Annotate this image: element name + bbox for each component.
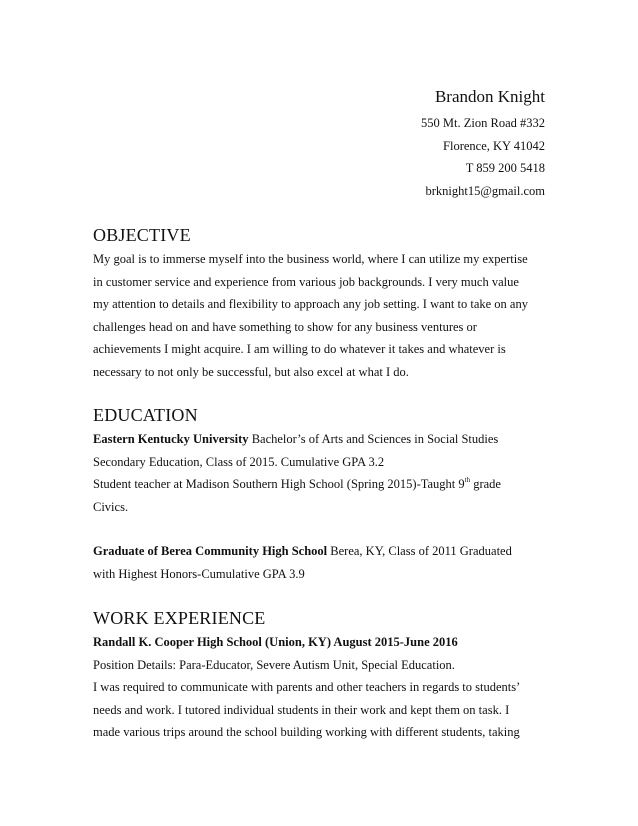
education-heading: EDUCATION bbox=[93, 405, 198, 425]
honors-text: with Highest Honors-Cumulative GPA 3.9 bbox=[93, 566, 305, 581]
job-heading: Randall K. Cooper High School (Union, KY) August 2015-June 2016 bbox=[93, 635, 458, 649]
job-entry bbox=[93, 631, 549, 744]
applicant-name: Brandon Knight bbox=[434, 87, 545, 106]
objective-heading: OBJECTIVE bbox=[93, 225, 191, 245]
objective-line: achievements I might acquire. I am willing to do whatever it takes and whatever is bbox=[93, 342, 506, 357]
school-name: Graduate of Berea Community High School bbox=[93, 544, 328, 559]
subject-text: Civics. bbox=[93, 499, 129, 514]
job-description-line: made various trips around the school building working with different students, taking bbox=[93, 725, 520, 740]
job-description-line: I was required to communicate with parents and other teachers in regards to students’ bbox=[93, 680, 521, 695]
education-entry-berea bbox=[93, 540, 549, 585]
job-description-line: needs and work. I tutored individual students in their work and kept them on task. I bbox=[93, 702, 510, 717]
ordinal-suffix: th bbox=[464, 476, 471, 485]
objective-line: in customer service and experience from various job backgrounds. I very much value bbox=[93, 274, 519, 289]
degree-text: Bachelor’s of Arts and Sciences in Social Studies bbox=[248, 432, 499, 446]
objective-line: challenges head on and have something to show for any business ventures or bbox=[93, 319, 477, 334]
email-address: brknight15@gmail.com bbox=[425, 183, 545, 198]
objective-section bbox=[93, 224, 549, 384]
grade-text: grade bbox=[470, 477, 501, 492]
education-entry-eku bbox=[93, 428, 549, 518]
education-section bbox=[93, 404, 549, 586]
contact-header bbox=[421, 86, 545, 202]
position-details: Position Details: Para-Educator, Severe Autism Unit, Special Education. bbox=[93, 657, 455, 672]
school-name: Eastern Kentucky University bbox=[93, 432, 249, 446]
degree-details: Secondary Education, Class of 2015. Cumulative GPA 3.2 bbox=[93, 454, 385, 469]
work-experience-section bbox=[93, 607, 549, 744]
objective-line: my attention to details and flexibility to approach any job setting. I want to take on any bbox=[93, 297, 528, 312]
address-line-1: 550 Mt. Zion Road #332 bbox=[421, 116, 545, 130]
objective-line: My goal is to immerse myself into the business world, where I can utilize my expertise bbox=[93, 252, 528, 266]
objective-line: necessary to not only be successful, but also excel at what I do. bbox=[93, 364, 409, 379]
graduation-text: Berea, KY, Class of 2011 Graduated bbox=[327, 544, 512, 559]
address-line-2: Florence, KY 41042 bbox=[443, 138, 545, 153]
objective-text bbox=[93, 248, 549, 384]
student-teacher-text: Student teacher at Madison Southern High School (Spring 2015)-Taught 9 bbox=[93, 477, 465, 492]
phone-number: T 859 200 5418 bbox=[465, 161, 545, 175]
work-experience-heading: WORK EXPERIENCE bbox=[93, 608, 266, 628]
